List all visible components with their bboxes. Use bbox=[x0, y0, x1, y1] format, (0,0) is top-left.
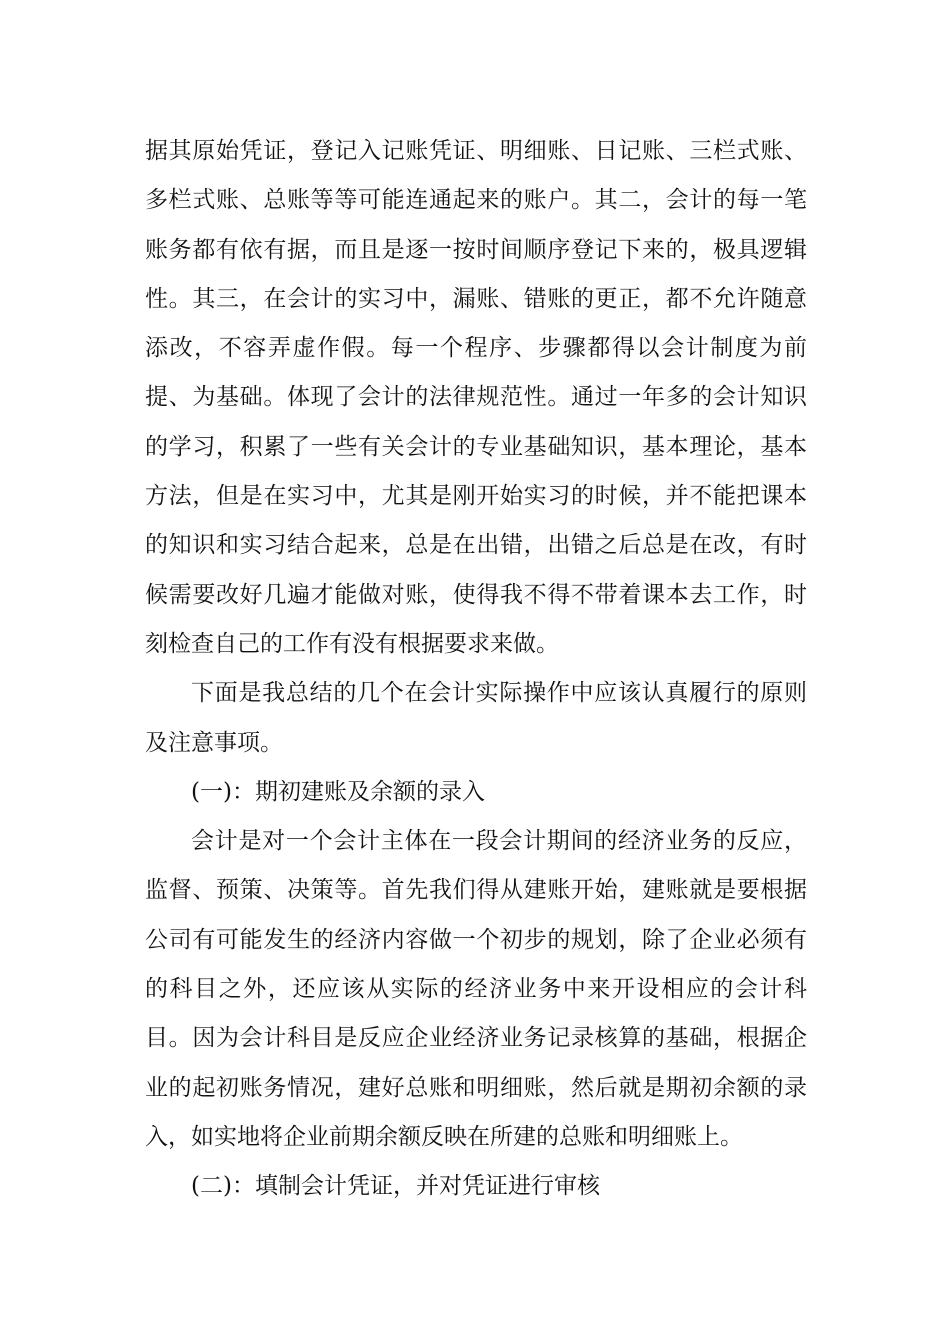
section-heading-1: (一)：期初建账及余额的录入 bbox=[191, 778, 485, 805]
body-paragraph-2: 下面是我总结的几个在会计实际操作中应该认真履行的原则及注意事项。 bbox=[145, 680, 807, 756]
section-heading-2: (二)：填制会计凭证，并对凭证进行审核 bbox=[191, 1173, 600, 1200]
document-page bbox=[145, 127, 807, 1212]
body-paragraph-1: 据其原始凭证，登记入记账凭证、明细账、日记账、三栏式账、多栏式账、总账等等可能连通起来的账户。其二，会计的每一笔账务都有依有据，而且是逐一按时间顺序登记下来的，极具逻辑性。其三，在会计的实习中，漏账、错账的更正，都不允许随意添改，不容弄虚作假。每一个程序、步骤都得以会计制度为前提、为基础。体现了会计的法律规范性。通过一年多的会计知识的学习，积累了一些有关会计的专业基础知识，基本理论，基本方法，但是在实习中，尤其是刚开始实习的时候，并不能把课本的知识和实习结合起来，总是在出错，出错之后总是在改，有时候需要改好几遍才能做对账，使得我不得不带着课本去工作，时刻检查自己的工作有没有根据要求来做。 bbox=[145, 138, 807, 657]
body-paragraph-3: 会计是对一个会计主体在一段会计期间的经济业务的反应，监督、预策、决策等。首先我们得从建账开始，建账就是要根据公司有可能发生的经济内容做一个初步的规划，除了企业必须有的科目之外，还应该从实际的经济业务中来开设相应的会计科目。因为会计科目是反应企业经济业务记录核算的基础，根据企业的起初账务情况，建好总账和明细账，然后就是期初余额的录入，如实地将企业前期余额反映在所建的总账和明细账上。 bbox=[145, 828, 807, 1150]
